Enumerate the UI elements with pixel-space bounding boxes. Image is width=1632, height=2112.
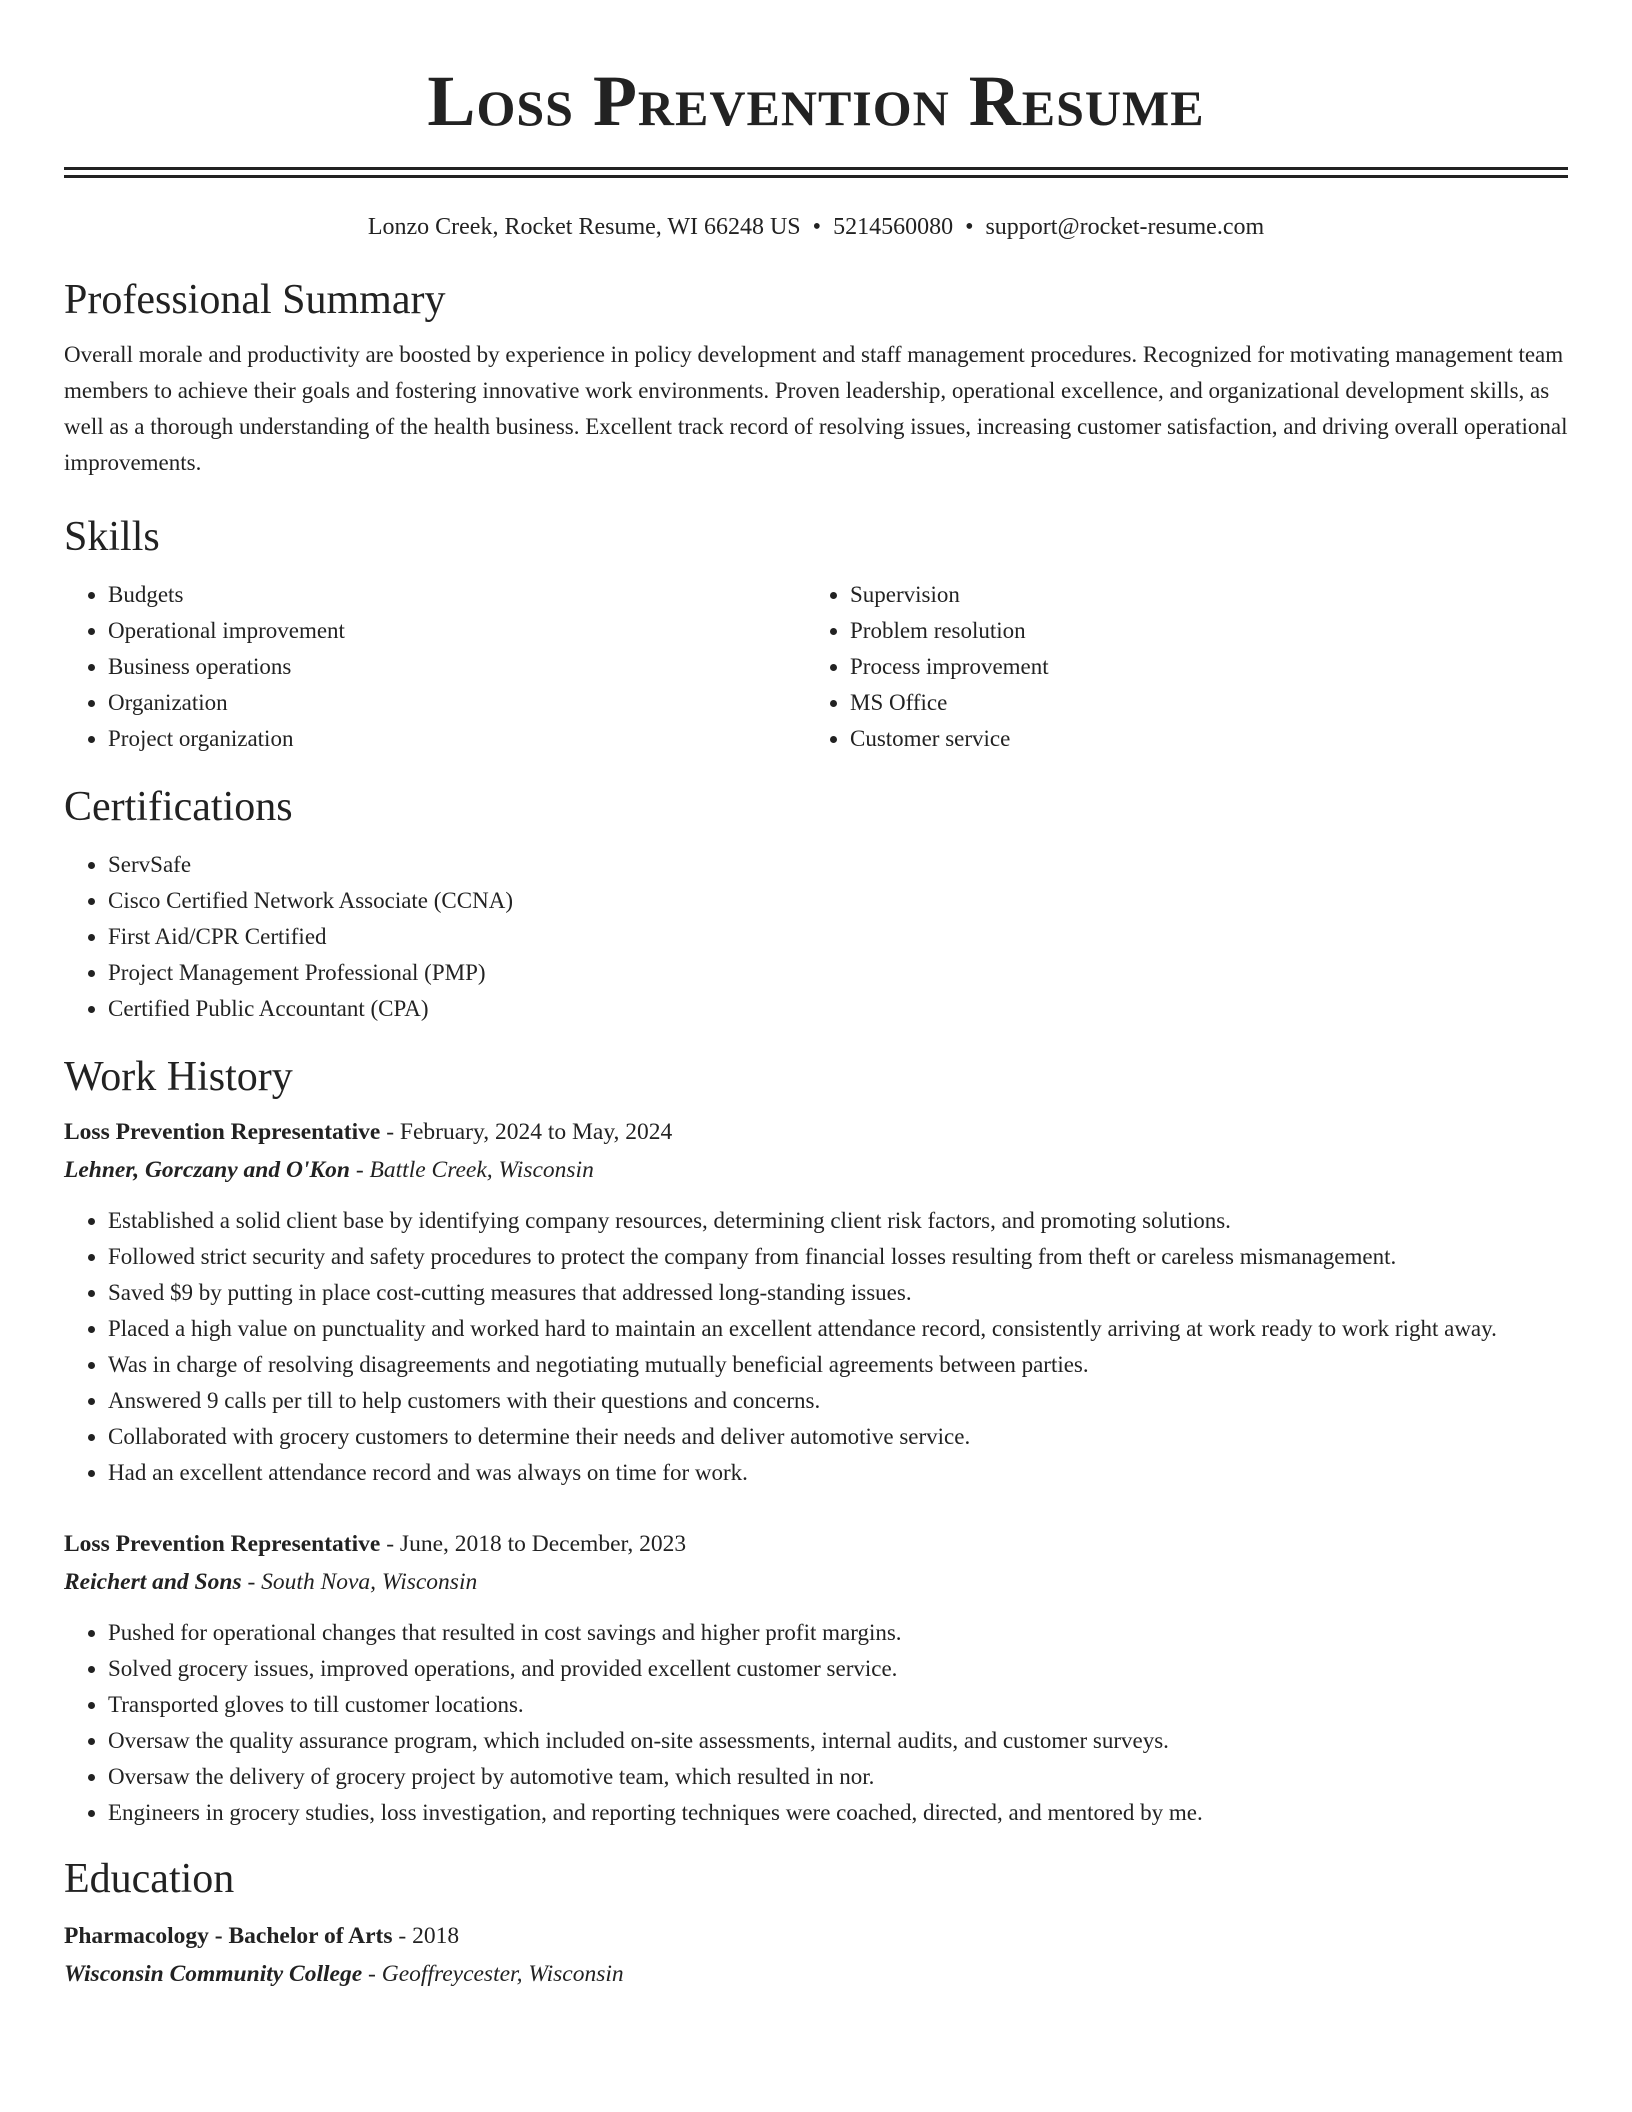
contact-separator: • (812, 214, 822, 240)
list-item: • Project organization (108, 721, 806, 757)
section-heading-summary: Professional Summary (64, 277, 446, 323)
job-dates: - February, 2024 to May, 2024 (380, 1119, 673, 1145)
professional-summary-section (64, 274, 1568, 481)
list-item: • MS Office (850, 685, 1548, 721)
list-item: • Had an excellent attendance record and was always on time for work. (108, 1455, 1568, 1491)
job-entry (64, 1113, 1568, 1491)
title-divider-top (64, 167, 1568, 170)
contact-address: Lonzo Creek, Rocket Resume, WI 66248 US (367, 214, 801, 240)
job-bullets (64, 1203, 1568, 1491)
skills-list-left (64, 577, 806, 757)
certifications-list (64, 847, 1568, 1027)
company-name: Lehner, Gorczany and O'Kon (64, 1157, 350, 1183)
title-divider-bottom (64, 175, 1568, 178)
list-item: • Placed a high value on punctuality and worked hard to maintain an excellent attendance record, consistently arriving at work ready to work right away. (108, 1311, 1568, 1347)
list-item: • ServSafe (108, 847, 1568, 883)
section-heading-work-history: Work History (64, 1054, 293, 1100)
contact-separator: • (965, 214, 974, 240)
section-heading-skills: Skills (64, 514, 160, 560)
section-heading-education: Education (64, 1856, 235, 1902)
degree-year: - 2018 (392, 1923, 460, 1949)
list-item: • Established a solid client base by identifying company resources, determining client risk factors, and promoting solutions. (108, 1203, 1568, 1239)
job-title: Loss Prevention Representative (64, 1531, 381, 1557)
list-item: • Answered 9 calls per till to help customers with their questions and concerns. (108, 1383, 1568, 1419)
contact-email: support@rocket-resume.com (985, 214, 1265, 240)
list-item: • Certified Public Accountant (CPA) (108, 991, 1568, 1027)
skills-list-right (806, 577, 1548, 757)
list-item: • Business operations (108, 649, 806, 685)
certifications-section (64, 781, 1568, 1027)
list-item: • Budgets (108, 577, 806, 613)
company-name: Reichert and Sons (64, 1569, 242, 1595)
list-item: • First Aid/CPR Certified (108, 919, 1568, 955)
list-item: • Project Management Professional (PMP) (108, 955, 1568, 991)
education-entry (64, 1917, 1568, 1993)
company-location: - Battle Creek, Wisconsin (349, 1157, 594, 1183)
list-item: • Customer service (850, 721, 1548, 757)
work-history-section (64, 1051, 1568, 1831)
list-item: • Was in charge of resolving disagreements and negotiating mutually beneficial agreements between parties. (108, 1347, 1568, 1383)
list-item: • Transported gloves to till customer locations. (108, 1687, 1568, 1723)
list-item: • Process improvement (850, 649, 1548, 685)
list-item: • Saved $9 by putting in place cost-cutting measures that addressed long-standing issues. (108, 1275, 1568, 1311)
list-item: • Cisco Certified Network Associate (CCNA) (108, 883, 1568, 919)
contact-line (64, 212, 1568, 242)
job-bullets (64, 1615, 1568, 1831)
list-item: • Collaborated with grocery customers to determine their needs and deliver automotive service. (108, 1419, 1568, 1455)
job-entry (64, 1525, 1568, 1831)
skills-column-right (806, 577, 1548, 757)
degree-line (64, 1917, 1568, 1955)
job-dates: - June, 2018 to December, 2023 (380, 1531, 687, 1557)
list-item: • Organization (108, 685, 806, 721)
school-name: Wisconsin Community College (64, 1961, 363, 1987)
summary-text: Overall morale and productivity are boosted by experience in policy development and staff management procedures. Recognized for motivating management team members to achieve their goals and fostering innovative work environments. Proven leadership, operational excellence, and organizational development skills, as well as a thorough understanding of the health business. Excellent track record of resolving issues, increasing customer satisfaction, and driving overall operational improvements. (64, 342, 1568, 475)
job-title-line (64, 1525, 1568, 1563)
school-location: - Geoffreycester, Wisconsin (362, 1961, 624, 1987)
list-item: • Oversaw the delivery of grocery project by automotive team, which resulted in nor. (108, 1759, 1568, 1795)
job-title-line (64, 1113, 1568, 1151)
skills-section (64, 511, 1568, 757)
job-title: Loss Prevention Representative (64, 1119, 381, 1145)
list-item: • Followed strict security and safety procedures to protect the company from financial losses resulting from theft or careless mismanagement. (108, 1239, 1568, 1275)
skills-grid (64, 577, 1568, 757)
skills-column-left (64, 577, 806, 757)
school-line (64, 1955, 1568, 1993)
list-item: • Oversaw the quality assurance program, which included on-site assessments, internal audits, and customer surveys. (108, 1723, 1568, 1759)
list-item: • Operational improvement (108, 613, 806, 649)
degree-name: Pharmacology - Bachelor of Arts (64, 1923, 393, 1949)
list-item: • Solved grocery issues, improved operations, and provided excellent customer service. (108, 1651, 1568, 1687)
list-item: • Supervision (850, 577, 1548, 613)
page-title: Loss Prevention Resume (427, 61, 1205, 141)
company-line (64, 1563, 1568, 1601)
education-section (64, 1853, 1568, 1993)
company-location: - South Nova, Wisconsin (241, 1569, 478, 1595)
list-item: • Pushed for operational changes that resulted in cost savings and higher profit margins. (108, 1615, 1568, 1651)
company-line (64, 1151, 1568, 1189)
contact-phone: 5214560080 (833, 214, 954, 240)
section-heading-certifications: Certifications (64, 784, 293, 830)
list-item: • Engineers in grocery studies, loss investigation, and reporting techniques were coached, directed, and mentored by me. (108, 1795, 1568, 1831)
list-item: • Problem resolution (850, 613, 1548, 649)
